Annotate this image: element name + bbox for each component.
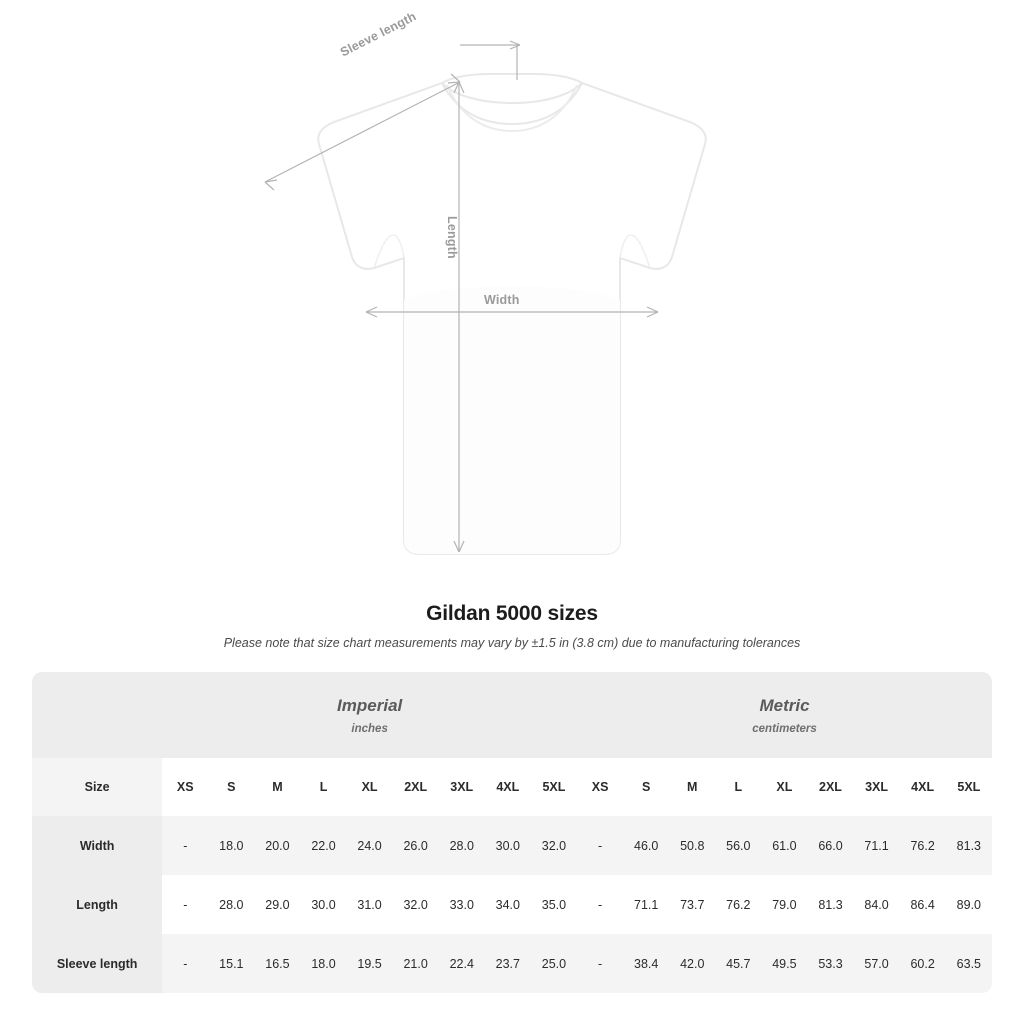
- table-row: [32, 875, 992, 934]
- unit-sub-imperial: inches: [351, 722, 388, 735]
- table-row: [32, 934, 992, 993]
- unit-name-imperial: Imperial: [337, 695, 403, 715]
- cell-sleeve-imperial-5xl: 25.0: [531, 934, 577, 993]
- cell-sleeve-metric-3xl: 57.0: [854, 934, 900, 993]
- cell-width-imperial-3xl: 28.0: [439, 816, 485, 875]
- cell-width-metric-xs: -: [577, 816, 623, 875]
- cell-sleeve-imperial-xl: 19.5: [347, 934, 393, 993]
- row-label-sleeve-length: Sleeve length: [32, 934, 162, 993]
- row-header-size: Size: [32, 758, 162, 816]
- unit-header-spacer: [32, 672, 162, 758]
- cell-length-metric-s: 71.1: [623, 875, 669, 934]
- unit-header-row: [32, 672, 992, 758]
- cell-sleeve-metric-m: 42.0: [669, 934, 715, 993]
- width-dimension-label: Width: [484, 293, 520, 307]
- size-col-imperial-xs: XS: [162, 758, 208, 816]
- size-col-metric-m: M: [669, 758, 715, 816]
- cell-width-imperial-2xl: 26.0: [393, 816, 439, 875]
- cell-length-imperial-xl: 31.0: [347, 875, 393, 934]
- size-col-metric-xl: XL: [761, 758, 807, 816]
- cell-length-imperial-s: 28.0: [208, 875, 254, 934]
- cell-sleeve-metric-xl: 49.5: [761, 934, 807, 993]
- cell-sleeve-metric-s: 38.4: [623, 934, 669, 993]
- unit-header-imperial: [162, 672, 577, 758]
- cell-length-imperial-5xl: 35.0: [531, 875, 577, 934]
- size-col-metric-l: L: [715, 758, 761, 816]
- cell-width-imperial-xl: 24.0: [347, 816, 393, 875]
- cell-length-metric-2xl: 81.3: [807, 875, 853, 934]
- size-col-imperial-3xl: 3XL: [439, 758, 485, 816]
- length-dimension-label: Length: [445, 216, 459, 259]
- cell-sleeve-metric-4xl: 60.2: [900, 934, 946, 993]
- cell-sleeve-imperial-2xl: 21.0: [393, 934, 439, 993]
- title-block: [0, 602, 1024, 650]
- table-row: [32, 816, 992, 875]
- cell-sleeve-metric-l: 45.7: [715, 934, 761, 993]
- cell-length-metric-m: 73.7: [669, 875, 715, 934]
- size-col-metric-2xl: 2XL: [807, 758, 853, 816]
- cell-width-metric-m: 50.8: [669, 816, 715, 875]
- size-col-imperial-m: M: [254, 758, 300, 816]
- cell-width-imperial-4xl: 30.0: [485, 816, 531, 875]
- size-col-metric-4xl: 4XL: [900, 758, 946, 816]
- cell-sleeve-metric-5xl: 63.5: [946, 934, 992, 993]
- cell-width-metric-s: 46.0: [623, 816, 669, 875]
- cell-length-imperial-2xl: 32.0: [393, 875, 439, 934]
- size-col-imperial-2xl: 2XL: [393, 758, 439, 816]
- size-table-wrapper: [32, 672, 992, 993]
- cell-sleeve-imperial-s: 15.1: [208, 934, 254, 993]
- cell-length-metric-5xl: 89.0: [946, 875, 992, 934]
- size-table: [32, 672, 992, 993]
- cell-length-imperial-xs: -: [162, 875, 208, 934]
- size-col-imperial-s: S: [208, 758, 254, 816]
- cell-length-imperial-3xl: 33.0: [439, 875, 485, 934]
- size-col-imperial-5xl: 5XL: [531, 758, 577, 816]
- cell-width-imperial-m: 20.0: [254, 816, 300, 875]
- cell-sleeve-imperial-xs: -: [162, 934, 208, 993]
- cell-length-metric-xl: 79.0: [761, 875, 807, 934]
- size-col-imperial-xl: XL: [347, 758, 393, 816]
- cell-sleeve-imperial-m: 16.5: [254, 934, 300, 993]
- cell-length-metric-xs: -: [577, 875, 623, 934]
- cell-length-imperial-4xl: 34.0: [485, 875, 531, 934]
- size-col-imperial-4xl: 4XL: [485, 758, 531, 816]
- cell-width-metric-5xl: 81.3: [946, 816, 992, 875]
- cell-sleeve-imperial-l: 18.0: [300, 934, 346, 993]
- cell-sleeve-metric-2xl: 53.3: [807, 934, 853, 993]
- size-col-metric-5xl: 5XL: [946, 758, 992, 816]
- row-label-width: Width: [32, 816, 162, 875]
- tolerance-note: Please note that size chart measurements may vary by ±1.5 in (3.8 cm) due to manufacturing tolerances: [223, 636, 801, 650]
- cell-width-metric-4xl: 76.2: [900, 816, 946, 875]
- cell-length-metric-4xl: 86.4: [900, 875, 946, 934]
- cell-width-metric-l: 56.0: [715, 816, 761, 875]
- unit-name-metric: Metric: [759, 695, 810, 715]
- size-col-metric-3xl: 3XL: [854, 758, 900, 816]
- size-header-row: [32, 758, 992, 816]
- cell-length-metric-3xl: 84.0: [854, 875, 900, 934]
- cell-sleeve-metric-xs: -: [577, 934, 623, 993]
- cell-width-imperial-xs: -: [162, 816, 208, 875]
- unit-header-metric: [577, 672, 992, 758]
- cell-length-imperial-l: 30.0: [300, 875, 346, 934]
- cell-width-metric-xl: 61.0: [761, 816, 807, 875]
- size-col-metric-xs: XS: [577, 758, 623, 816]
- cell-width-imperial-l: 22.0: [300, 816, 346, 875]
- cell-length-imperial-m: 29.0: [254, 875, 300, 934]
- unit-sub-metric: centimeters: [752, 722, 817, 735]
- sleeve-length-dimension-label: Sleeve length: [338, 9, 419, 60]
- size-col-imperial-l: L: [300, 758, 346, 816]
- size-col-metric-s: S: [623, 758, 669, 816]
- cell-sleeve-imperial-3xl: 22.4: [439, 934, 485, 993]
- cell-sleeve-imperial-4xl: 23.7: [485, 934, 531, 993]
- cell-width-imperial-5xl: 32.0: [531, 816, 577, 875]
- page-title: Gildan 5000 sizes: [426, 602, 598, 625]
- row-label-length: Length: [32, 875, 162, 934]
- cell-width-metric-3xl: 71.1: [854, 816, 900, 875]
- cell-width-imperial-s: 18.0: [208, 816, 254, 875]
- cell-width-metric-2xl: 66.0: [807, 816, 853, 875]
- cell-length-metric-l: 76.2: [715, 875, 761, 934]
